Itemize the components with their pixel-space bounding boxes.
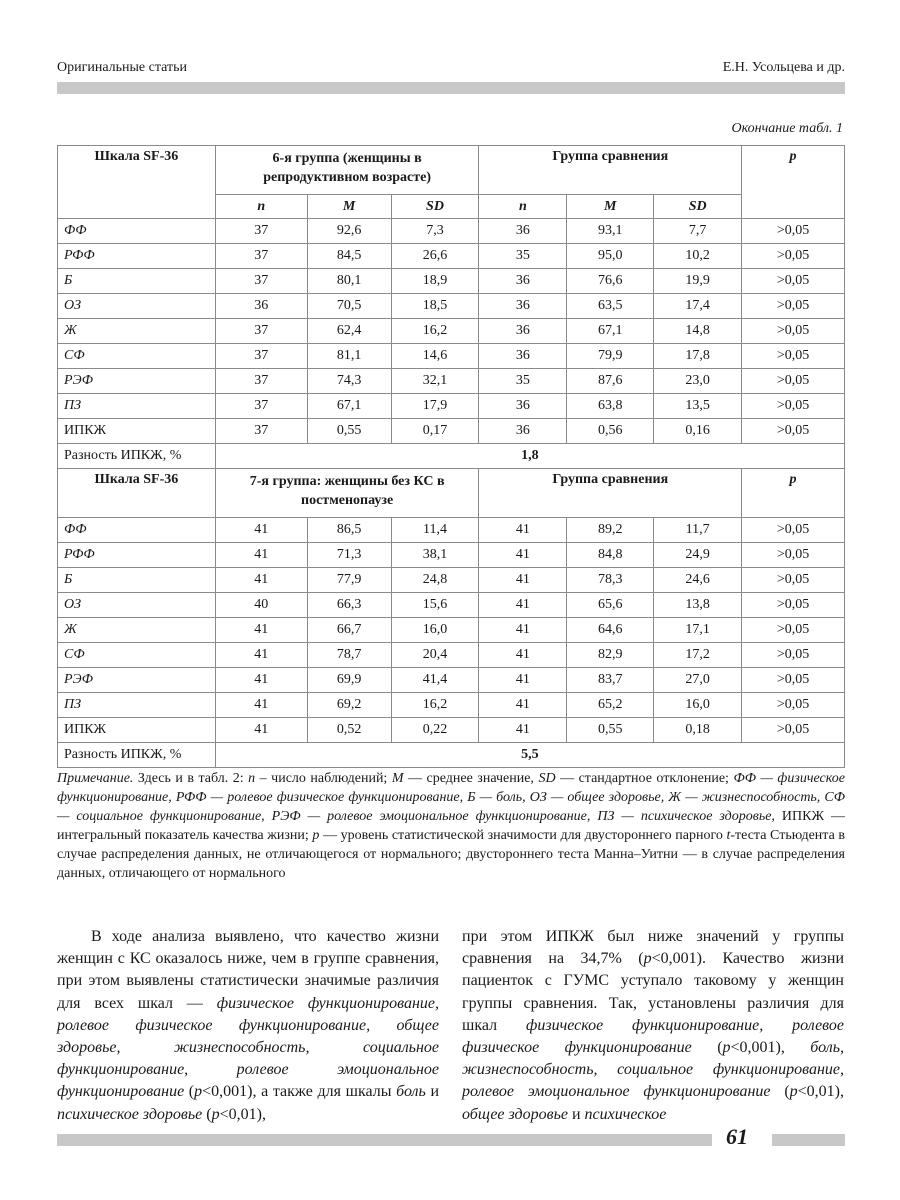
value-cell: 81,1 [307, 344, 391, 369]
value-cell: 41 [215, 693, 307, 718]
value-cell: 37 [215, 394, 307, 419]
value-cell: 36 [215, 294, 307, 319]
p-header: p [742, 469, 845, 518]
value-cell: 16,2 [391, 693, 479, 718]
value-cell: >0,05 [742, 419, 845, 444]
header-rule [57, 82, 845, 94]
scale-name-cell: РФФ [58, 543, 216, 568]
value-cell: 41 [215, 643, 307, 668]
value-cell: 86,5 [307, 518, 391, 543]
value-cell: >0,05 [742, 269, 845, 294]
value-cell: 78,7 [307, 643, 391, 668]
value-cell: 41 [215, 543, 307, 568]
table-row [58, 618, 845, 643]
value-cell: 0,22 [391, 718, 479, 743]
value-cell: 65,6 [567, 593, 654, 618]
value-cell: 36 [479, 344, 567, 369]
paragraph-text: ( [770, 1083, 790, 1101]
value-cell: 83,7 [567, 668, 654, 693]
section-title: Оригинальные статьи [57, 60, 187, 75]
table-caption: Окончание табл. 1 [731, 121, 843, 136]
value-cell: >0,05 [742, 718, 845, 743]
value-cell: 41 [479, 618, 567, 643]
value-cell: 71,3 [307, 543, 391, 568]
value-cell: 0,18 [654, 718, 742, 743]
value-cell: 0,17 [391, 419, 479, 444]
value-cell: 76,6 [567, 269, 654, 294]
paragraph-text: <0,001). Качество жизни пациенток с ГУМС уступало таковому у женщин группы сравнения. Так, установлены различия для шкал [462, 950, 844, 1034]
p-header: p [742, 146, 845, 219]
value-cell: 66,7 [307, 618, 391, 643]
value-cell: 41,4 [391, 668, 479, 693]
scale-name-cell: ИПКЖ [58, 419, 216, 444]
value-cell: >0,05 [742, 668, 845, 693]
scale-name-cell: ОЗ [58, 294, 216, 319]
results-table [57, 145, 845, 768]
scale-name-cell: ПЗ [58, 394, 216, 419]
value-cell: 11,7 [654, 518, 742, 543]
value-cell: 37 [215, 319, 307, 344]
value-cell: >0,05 [742, 568, 845, 593]
value-cell: 14,6 [391, 344, 479, 369]
value-cell: 64,6 [567, 618, 654, 643]
n-header: n [479, 195, 567, 219]
paragraph-text: боль, жизнеспособность, социальное функционирование, ролевое эмоциональное функционирование [462, 1039, 844, 1101]
paragraph-text: p [722, 1039, 731, 1057]
table-row [58, 294, 845, 319]
sd-header: SD [391, 195, 479, 219]
scale-name-cell: Ж [58, 618, 216, 643]
value-cell: 26,6 [391, 244, 479, 269]
value-cell: 41 [479, 668, 567, 693]
m-header: M [567, 195, 654, 219]
value-cell: 70,5 [307, 294, 391, 319]
value-cell: 77,9 [307, 568, 391, 593]
scale-name-cell: ФФ [58, 219, 216, 244]
value-cell: 36 [479, 294, 567, 319]
value-cell: >0,05 [742, 518, 845, 543]
value-cell: 0,52 [307, 718, 391, 743]
table-row [58, 394, 845, 419]
note-text: p [312, 828, 320, 843]
body-column-left [57, 926, 439, 1126]
paragraph-text: <0,001), а также для шкалы [202, 1083, 397, 1101]
note-text: t [726, 828, 731, 843]
value-cell: 16,0 [654, 693, 742, 718]
value-cell: 63,5 [567, 294, 654, 319]
value-cell: 66,3 [307, 593, 391, 618]
value-cell: 37 [215, 344, 307, 369]
value-cell: 19,9 [654, 269, 742, 294]
value-cell: 16,0 [391, 618, 479, 643]
note-text: SD [538, 771, 556, 786]
paragraph-text: <0,001), [730, 1039, 811, 1057]
value-cell: 36 [479, 319, 567, 344]
value-cell: 36 [479, 269, 567, 294]
scale-name-cell: ПЗ [58, 693, 216, 718]
note-text: — среднее значение, [403, 771, 539, 786]
table-row [58, 543, 845, 568]
paragraph-text: p [789, 1083, 798, 1101]
running-header [57, 60, 845, 80]
value-cell: 95,0 [567, 244, 654, 269]
value-cell: 24,6 [654, 568, 742, 593]
footer-rule [772, 1134, 845, 1146]
value-cell: 62,4 [307, 319, 391, 344]
n-header: n [215, 195, 307, 219]
value-cell: 10,2 [654, 244, 742, 269]
note-text: Здесь и в табл. 2: [133, 771, 249, 786]
value-cell: >0,05 [742, 593, 845, 618]
value-cell: 32,1 [391, 369, 479, 394]
value-cell: >0,05 [742, 394, 845, 419]
value-cell: 89,2 [567, 518, 654, 543]
table-1-body [58, 146, 845, 444]
table-2-diff [58, 743, 845, 768]
table-row [58, 518, 845, 543]
page-number: 61 [726, 1124, 748, 1149]
table-row [58, 643, 845, 668]
value-cell: >0,05 [742, 294, 845, 319]
table-row [58, 693, 845, 718]
paragraph-text: p [211, 1105, 220, 1123]
paragraph-text: ( [184, 1083, 195, 1101]
note-text: ИПКЖ — интегральный показатель качества жизни; [57, 809, 845, 843]
value-cell: >0,05 [742, 643, 845, 668]
value-cell: 84,8 [567, 543, 654, 568]
value-cell: 18,9 [391, 269, 479, 294]
value-cell: 63,8 [567, 394, 654, 419]
group-header: 7-я группа: женщины без КС в постменопаузе [215, 469, 479, 518]
value-cell: 17,9 [391, 394, 479, 419]
paragraph-text: при этом ИПКЖ был ниже значений у группы сравнения на 34,7% ( [462, 928, 844, 968]
paragraph-text: p [194, 1083, 203, 1101]
sd-header: SD [654, 195, 742, 219]
paragraph-text: боль [396, 1083, 426, 1101]
scale-name-cell: РЭФ [58, 369, 216, 394]
value-cell: 0,55 [307, 419, 391, 444]
value-cell: >0,05 [742, 244, 845, 269]
paragraph-text: ( [691, 1039, 723, 1057]
value-cell: 0,56 [567, 419, 654, 444]
table-row [58, 369, 845, 394]
value-cell: 14,8 [654, 319, 742, 344]
paragraph-text: физическое функционирование, ролевое физическое функционирование [462, 1016, 845, 1057]
value-cell: >0,05 [742, 693, 845, 718]
value-cell: 79,9 [567, 344, 654, 369]
value-cell: 37 [215, 219, 307, 244]
value-cell: 67,1 [307, 394, 391, 419]
value-cell: >0,05 [742, 344, 845, 369]
value-cell: 17,8 [654, 344, 742, 369]
value-cell: 93,1 [567, 219, 654, 244]
table-row [58, 593, 845, 618]
value-cell: >0,05 [742, 543, 845, 568]
table-row [58, 269, 845, 294]
value-cell: 0,55 [567, 718, 654, 743]
diff-label: Разность ИПКЖ, % [58, 743, 216, 768]
value-cell: 41 [479, 568, 567, 593]
value-cell: 37 [215, 419, 307, 444]
value-cell: 35 [479, 244, 567, 269]
value-cell: 36 [479, 419, 567, 444]
value-cell: 37 [215, 244, 307, 269]
scale-header: Шкала SF-36 [58, 146, 216, 219]
paragraph-text: психическое [584, 1105, 667, 1123]
value-cell: 41 [215, 568, 307, 593]
table-header-row [58, 469, 845, 518]
value-cell: 67,1 [567, 319, 654, 344]
table-1-diff [58, 444, 845, 469]
value-cell: 92,6 [307, 219, 391, 244]
value-cell: 87,6 [567, 369, 654, 394]
note-abbreviations: ФФ — физическое функционирование, РФФ — ролевое физическое функционирование, Б — боль, ОЗ — общее здоровье, Ж — жизнеспособность, СФ — социальное функционирование, РЭФ — ролевое эмоциональное функционирование, ПЗ — психическое здоровье, [57, 771, 845, 824]
paragraph-text: психическое здоровье [57, 1105, 203, 1123]
table-row [58, 344, 845, 369]
value-cell: 41 [215, 618, 307, 643]
value-cell: 41 [479, 643, 567, 668]
paragraph-text: <0,01), [219, 1105, 266, 1123]
diff-row [58, 743, 845, 768]
value-cell: 38,1 [391, 543, 479, 568]
paragraph-text: p [643, 950, 652, 968]
paragraph-text: <0,01), [797, 1083, 844, 1101]
note-prefix: Примечание. [57, 771, 134, 786]
value-cell: 37 [215, 269, 307, 294]
value-cell: 17,2 [654, 643, 742, 668]
note-text: M [391, 771, 404, 786]
note-text: -теста Стьюдента в случае распределения данных, не отличающегося от нормального; двустороннего теста Манна–Уитни — в случае распределения данных, отличающего от нормального [57, 828, 846, 881]
paragraph-text: физическое функционирование, ролевое физическое функционирование, общее здоровье, жизнеспособность, социальное функционирование, ролевое эмоциональное функционирование [57, 994, 439, 1101]
scale-name-cell: Б [58, 269, 216, 294]
scale-name-cell: ФФ [58, 518, 216, 543]
m-header: M [307, 195, 391, 219]
note-text: – число наблюдений; [255, 771, 392, 786]
table-row [58, 668, 845, 693]
value-cell: 41 [479, 693, 567, 718]
scale-name-cell: ИПКЖ [58, 718, 216, 743]
table-row [58, 718, 845, 743]
value-cell: 37 [215, 369, 307, 394]
scale-name-cell: РЭФ [58, 668, 216, 693]
value-cell: 41 [479, 543, 567, 568]
value-cell: 80,1 [307, 269, 391, 294]
value-cell: 27,0 [654, 668, 742, 693]
scale-name-cell: ОЗ [58, 593, 216, 618]
scale-name-cell: РФФ [58, 244, 216, 269]
value-cell: 13,5 [654, 394, 742, 419]
value-cell: 84,5 [307, 244, 391, 269]
footer-rule [57, 1134, 712, 1146]
value-cell: >0,05 [742, 369, 845, 394]
value-cell: 69,2 [307, 693, 391, 718]
value-cell: 65,2 [567, 693, 654, 718]
paragraph-text: В ходе анализа выявлено, что качество жизни женщин с КС оказалось ниже, чем в группе сравнения, при этом выявлены статистически значимые различия для всех шкал — [57, 928, 439, 1012]
scale-name-cell: СФ [58, 344, 216, 369]
paragraph-text: и [425, 1083, 440, 1101]
scale-header: Шкала SF-36 [58, 469, 216, 518]
value-cell: 24,9 [654, 543, 742, 568]
value-cell: 20,4 [391, 643, 479, 668]
value-cell: 15,6 [391, 593, 479, 618]
note-text: — стандартное отклонение; [555, 771, 734, 786]
authors: Е.Н. Усольцева и др. [722, 60, 845, 75]
value-cell: >0,05 [742, 618, 845, 643]
value-cell: 40 [215, 593, 307, 618]
value-cell: 23,0 [654, 369, 742, 394]
note-text: n [248, 771, 256, 786]
value-cell: 36 [479, 219, 567, 244]
value-cell: 7,7 [654, 219, 742, 244]
table-row [58, 319, 845, 344]
value-cell: 0,16 [654, 419, 742, 444]
group-header: 6-я группа (женщины в репродуктивном возрасте) [215, 146, 479, 195]
value-cell: 82,9 [567, 643, 654, 668]
note-text: — уровень статистической значимости для двустороннего парного [319, 828, 727, 843]
paragraph-text: ( [202, 1105, 212, 1123]
value-cell: 11,4 [391, 518, 479, 543]
scale-name-cell: СФ [58, 643, 216, 668]
comparison-header: Группа сравнения [479, 469, 742, 518]
body-column-right [462, 926, 844, 1126]
value-cell: 69,9 [307, 668, 391, 693]
diff-label: Разность ИПКЖ, % [58, 444, 216, 469]
comparison-header: Группа сравнения [479, 146, 742, 195]
value-cell: >0,05 [742, 219, 845, 244]
value-cell: 18,5 [391, 294, 479, 319]
value-cell: 41 [215, 518, 307, 543]
value-cell: 7,3 [391, 219, 479, 244]
value-cell: 24,8 [391, 568, 479, 593]
value-cell: 41 [479, 718, 567, 743]
scale-name-cell: Б [58, 568, 216, 593]
paragraph-text: и [567, 1105, 585, 1123]
paragraph-text: общее здоровье [462, 1105, 568, 1123]
diff-row [58, 444, 845, 469]
table-note [57, 769, 845, 883]
value-cell: 41 [479, 593, 567, 618]
table-row [58, 244, 845, 269]
value-cell: 36 [479, 394, 567, 419]
table-header-row [58, 146, 845, 195]
value-cell: 13,8 [654, 593, 742, 618]
table-row [58, 568, 845, 593]
value-cell: 78,3 [567, 568, 654, 593]
value-cell: 17,1 [654, 618, 742, 643]
diff-value: 1,8 [215, 444, 844, 469]
value-cell: 16,2 [391, 319, 479, 344]
table-2-body [58, 469, 845, 743]
table-row [58, 419, 845, 444]
value-cell: 17,4 [654, 294, 742, 319]
value-cell: 41 [479, 518, 567, 543]
value-cell: 41 [215, 718, 307, 743]
table-row [58, 219, 845, 244]
value-cell: 74,3 [307, 369, 391, 394]
value-cell: 41 [215, 668, 307, 693]
value-cell: 35 [479, 369, 567, 394]
scale-name-cell: Ж [58, 319, 216, 344]
diff-value: 5,5 [215, 743, 844, 768]
value-cell: >0,05 [742, 319, 845, 344]
